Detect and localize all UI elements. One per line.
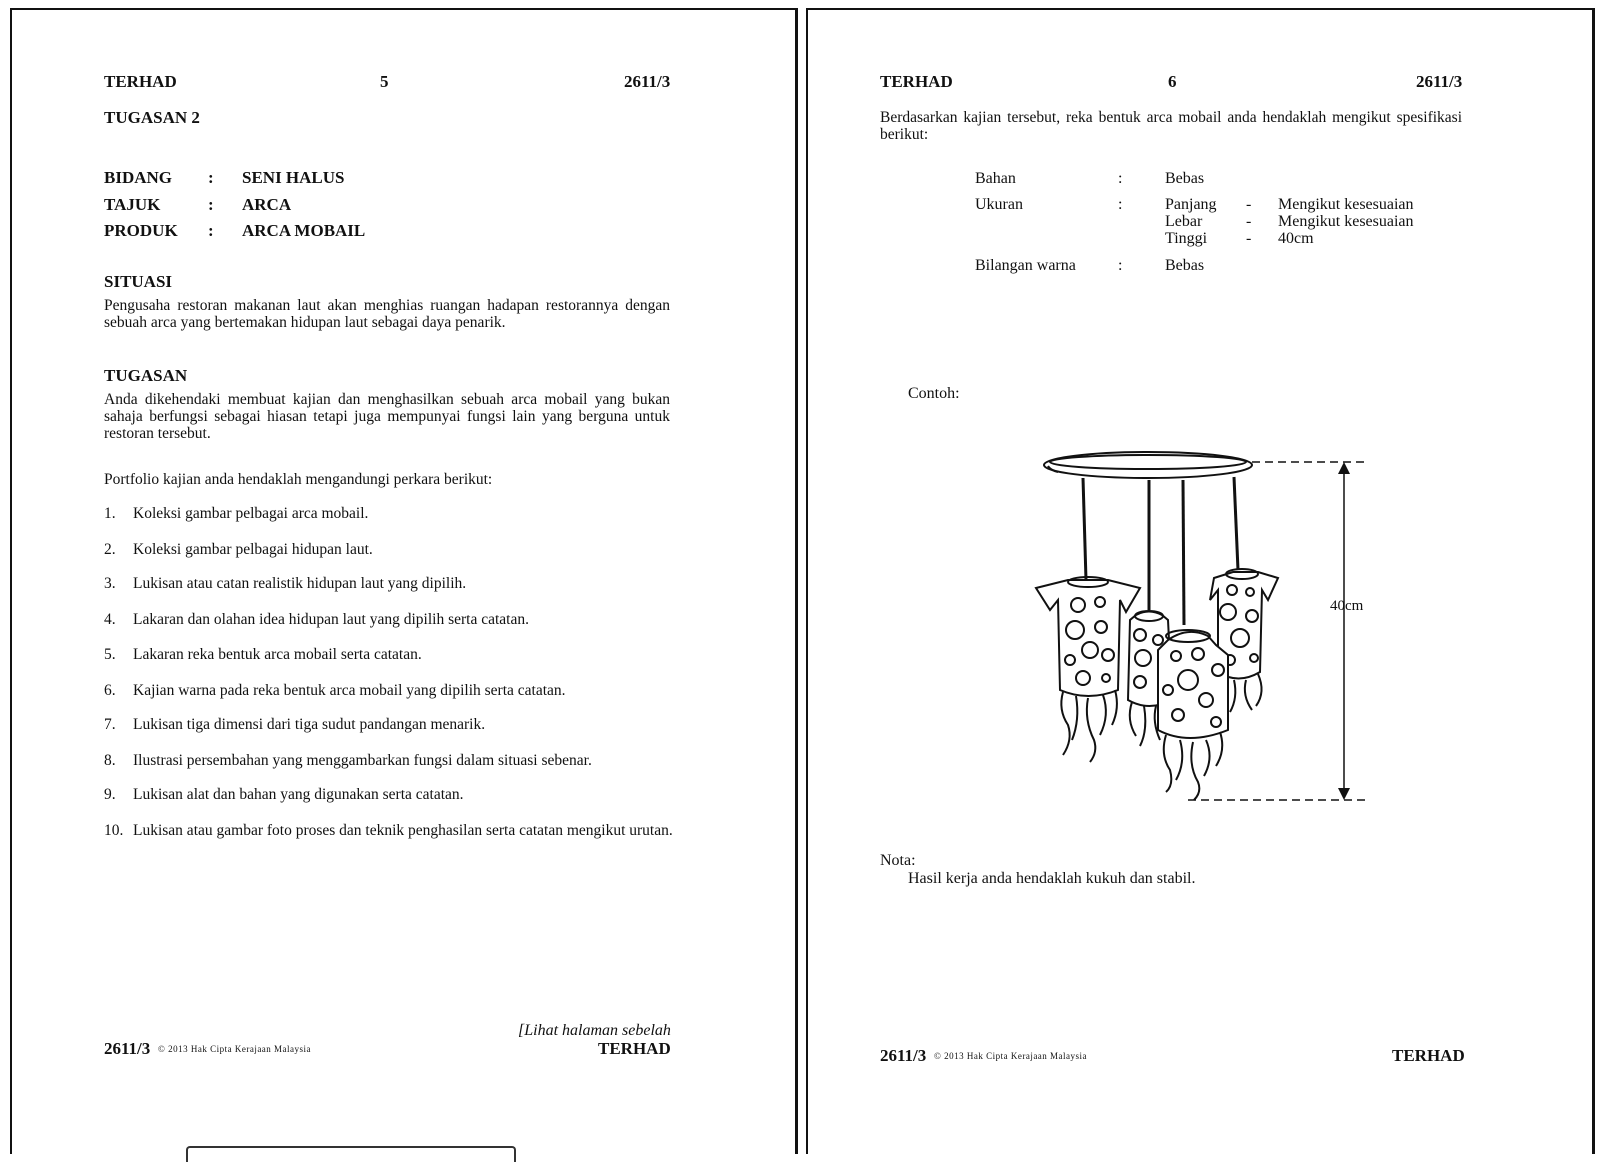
dim-value-length: Mengikut kesesuaian xyxy=(1278,196,1414,213)
task-heading: TUGASAN xyxy=(104,366,188,385)
mobile-sculpture-illustration xyxy=(1028,440,1388,810)
footer-copyright: © 2013 Hak Cipta Kerajaan Malaysia xyxy=(934,1051,1088,1061)
dim-dash: - xyxy=(1246,213,1252,230)
list-item: Lukisan tiga dimensi dari tiga sudut pandangan menarik. xyxy=(133,716,486,733)
dim-value-width: Mengikut kesesuaian xyxy=(1278,213,1414,230)
list-item-number: 6. xyxy=(104,682,116,699)
list-item-number: 2. xyxy=(104,541,116,558)
header-restriction: TERHAD xyxy=(104,72,177,91)
dim-value-height: 40cm xyxy=(1278,230,1314,247)
task-text: Anda dikehendaki membuat kajian dan menghasilkan sebuah arca mobail yang bukan sahaja berfungsi sebagai hiasan tetapi juga mempunyai fungsi lain yang berguna untuk restoran tersebut. xyxy=(104,391,670,442)
spec-label-material: Bahan xyxy=(975,170,1016,187)
list-item: Ilustrasi persembahan yang menggambarkan fungsi dalam situasi sebenar. xyxy=(133,752,592,769)
header-restriction: TERHAD xyxy=(880,72,953,91)
situation-heading: SITUASI xyxy=(104,272,173,291)
meta-label-field: BIDANG xyxy=(104,168,173,187)
spec-value-colors: Bebas xyxy=(1165,257,1205,274)
footer-code: 2611/3 xyxy=(880,1046,927,1065)
header-code: 2611/3 xyxy=(624,72,671,91)
next-page-note: [Lihat halaman sebelah xyxy=(518,1022,671,1039)
assignment-title: TUGASAN 2 xyxy=(104,108,200,127)
spec-intro: Berdasarkan kajian tersebut, reka bentuk arca mobail anda hendaklah mengikut spesifikasi berikut: xyxy=(880,109,1462,143)
page-5 xyxy=(10,8,798,1154)
list-item-number: 10. xyxy=(104,822,124,839)
meta-value-field: SENI HALUS xyxy=(242,168,345,187)
meta-sep: : xyxy=(208,195,214,214)
list-item: Lukisan alat dan bahan yang digunakan serta catatan. xyxy=(133,786,464,803)
note-text: Hasil kerja anda hendaklah kukuh dan stabil. xyxy=(908,870,1196,887)
list-item-number: 9. xyxy=(104,786,116,803)
example-label: Contoh: xyxy=(908,385,960,402)
meta-value-product: ARCA MOBAIL xyxy=(242,221,366,240)
dim-name-length: Panjang xyxy=(1165,196,1217,213)
dim-dash: - xyxy=(1246,196,1252,213)
list-item-number: 5. xyxy=(104,646,116,663)
list-item-number: 7. xyxy=(104,716,116,733)
footer-restriction: TERHAD xyxy=(598,1039,671,1058)
page-number: 6 xyxy=(1168,72,1177,91)
spec-sep: : xyxy=(1118,196,1123,213)
list-item: Kajian warna pada reka bentuk arca mobail yang dipilih serta catatan. xyxy=(133,682,566,699)
list-item: Lukisan atau gambar foto proses dan teknik penghasilan serta catatan mengikut urutan. xyxy=(133,822,673,839)
bottom-tab xyxy=(186,1146,516,1162)
dim-name-width: Lebar xyxy=(1165,213,1203,230)
dim-dash: - xyxy=(1246,230,1252,247)
list-item: Lukisan atau catan realistik hidupan laut yang dipilih. xyxy=(133,575,467,592)
figure-dimension-label: 40cm xyxy=(1330,598,1364,614)
list-item-number: 4. xyxy=(104,611,116,628)
meta-sep: : xyxy=(208,221,214,240)
list-item-number: 8. xyxy=(104,752,116,769)
page-6 xyxy=(806,8,1595,1154)
spec-value-material: Bebas xyxy=(1165,170,1205,187)
note-label: Nota: xyxy=(880,852,916,869)
list-item: Koleksi gambar pelbagai arca mobail. xyxy=(133,505,369,522)
spec-label-size: Ukuran xyxy=(975,196,1023,213)
footer-code: 2611/3 xyxy=(104,1039,151,1058)
page-number: 5 xyxy=(380,72,389,91)
meta-sep: : xyxy=(208,168,214,187)
list-item-number: 3. xyxy=(104,575,116,592)
situation-text: Pengusaha restoran makanan laut akan menghias ruangan hadapan restorannya dengan sebuah arca yang bertemakan hidupan laut sebagai daya penarik. xyxy=(104,297,670,331)
meta-label-title: TAJUK xyxy=(104,195,161,214)
footer-restriction: TERHAD xyxy=(1392,1046,1465,1065)
spec-sep: : xyxy=(1118,170,1123,187)
dim-name-height: Tinggi xyxy=(1165,230,1208,247)
portfolio-intro: Portfolio kajian anda hendaklah mengandungi perkara berikut: xyxy=(104,471,493,488)
spec-label-colors: Bilangan warna xyxy=(975,257,1076,274)
meta-label-product: PRODUK xyxy=(104,221,178,240)
meta-value-title: ARCA xyxy=(242,195,292,214)
footer-copyright: © 2013 Hak Cipta Kerajaan Malaysia xyxy=(158,1044,312,1054)
header-code: 2611/3 xyxy=(1416,72,1463,91)
list-item: Lakaran dan olahan idea hidupan laut yang dipilih serta catatan. xyxy=(133,611,529,628)
list-item-number: 1. xyxy=(104,505,116,522)
spec-sep: : xyxy=(1118,257,1123,274)
list-item: Koleksi gambar pelbagai hidupan laut. xyxy=(133,541,373,558)
list-item: Lakaran reka bentuk arca mobail serta catatan. xyxy=(133,646,422,663)
